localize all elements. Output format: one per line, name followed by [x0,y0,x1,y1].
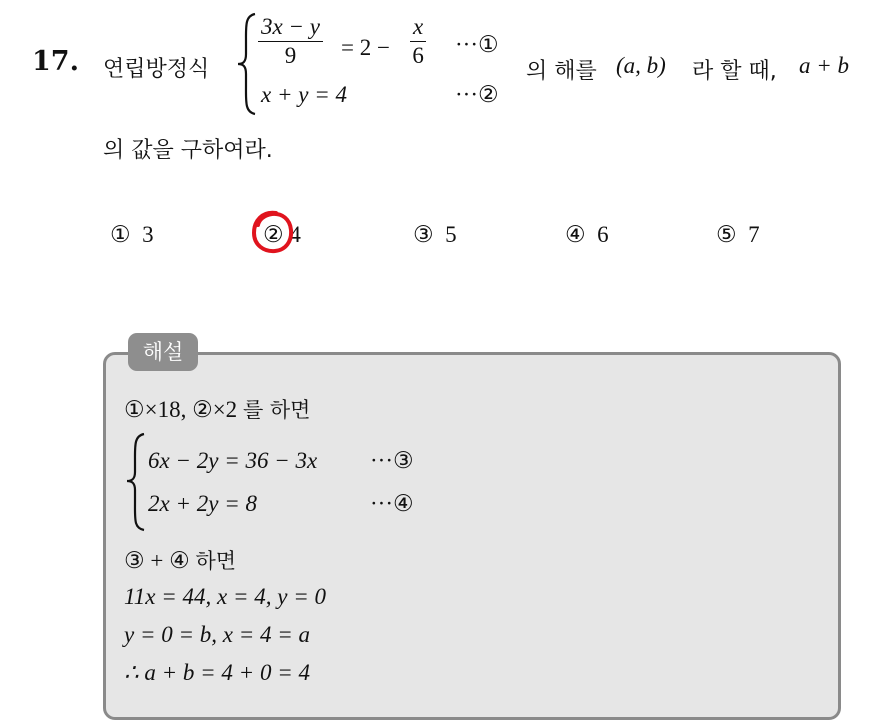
problem-pair: (a, b) [616,53,666,78]
eq1-tag: ···① [455,32,499,57]
eq2-tag: ···② [455,82,499,107]
choice-5-mark: ⑤ [716,222,737,247]
choice-1-mark: ① [110,222,131,247]
equation-2: x + y = 4 [261,82,347,107]
choice-4[interactable] [565,222,609,248]
solution-eq4-tag: ···④ [370,491,414,516]
solution-line-1-math: ①×18, ②×2 [124,397,238,422]
problem-suffix-1: 의 해를 [526,59,597,84]
choice-1-value: 3 [142,222,154,247]
solution-line-3 [124,545,236,575]
solution-line-4: 11x = 44, x = 4, y = 0 [124,584,326,609]
choice-5[interactable] [716,222,760,248]
choice-4-value: 6 [597,222,609,247]
eq1-right-denominator: 6 [412,43,424,68]
answer-circle-mark [248,207,298,257]
eq1-denominator: 9 [284,43,297,68]
problem-expression: a + b [799,53,850,78]
choice-3[interactable] [413,222,457,248]
eq1-right-numerator: x [410,14,426,42]
equation-1-right [410,14,426,69]
choice-2-value: 4 [289,222,301,247]
solution-line-1-text: 를 하면 [242,398,311,422]
solution-eq3-tag: ···③ [370,448,414,473]
solution-equation-3: 6x − 2y = 36 − 3x [148,448,318,473]
eq1-right-fraction [410,14,426,69]
system-brace [236,12,258,116]
solution-line-1 [124,394,310,424]
problem-number: 17. [32,46,79,77]
solution-system-brace [125,432,147,532]
solution-line-3-text: 하면 [195,549,237,573]
solution-line-3-math: ③ + ④ [124,548,190,573]
solution-tag: 해설 [128,333,198,371]
problem-suffix-2: 라 할 때, [692,59,777,84]
choice-3-mark: ③ [413,222,434,247]
eq1-middle: = 2 − [341,35,390,60]
choice-3-value: 5 [445,222,457,247]
eq1-numerator: 3x − y [258,14,323,42]
eq1-fraction [258,14,323,69]
choice-4-mark: ④ [565,222,586,247]
problem-prefix: 연립방정식 [103,57,210,82]
problem-line-2: 의 값을 구하여라. [103,138,273,163]
choice-1[interactable] [110,222,154,248]
solution-line-6: ∴ a + b = 4 + 0 = 4 [124,660,310,685]
choice-5-value: 7 [748,222,760,247]
choice-2-mark: ② [263,222,284,247]
solution-equation-4: 2x + 2y = 8 [148,491,257,516]
equation-1 [258,14,323,69]
solution-line-5: y = 0 = b, x = 4 = a [124,622,310,647]
